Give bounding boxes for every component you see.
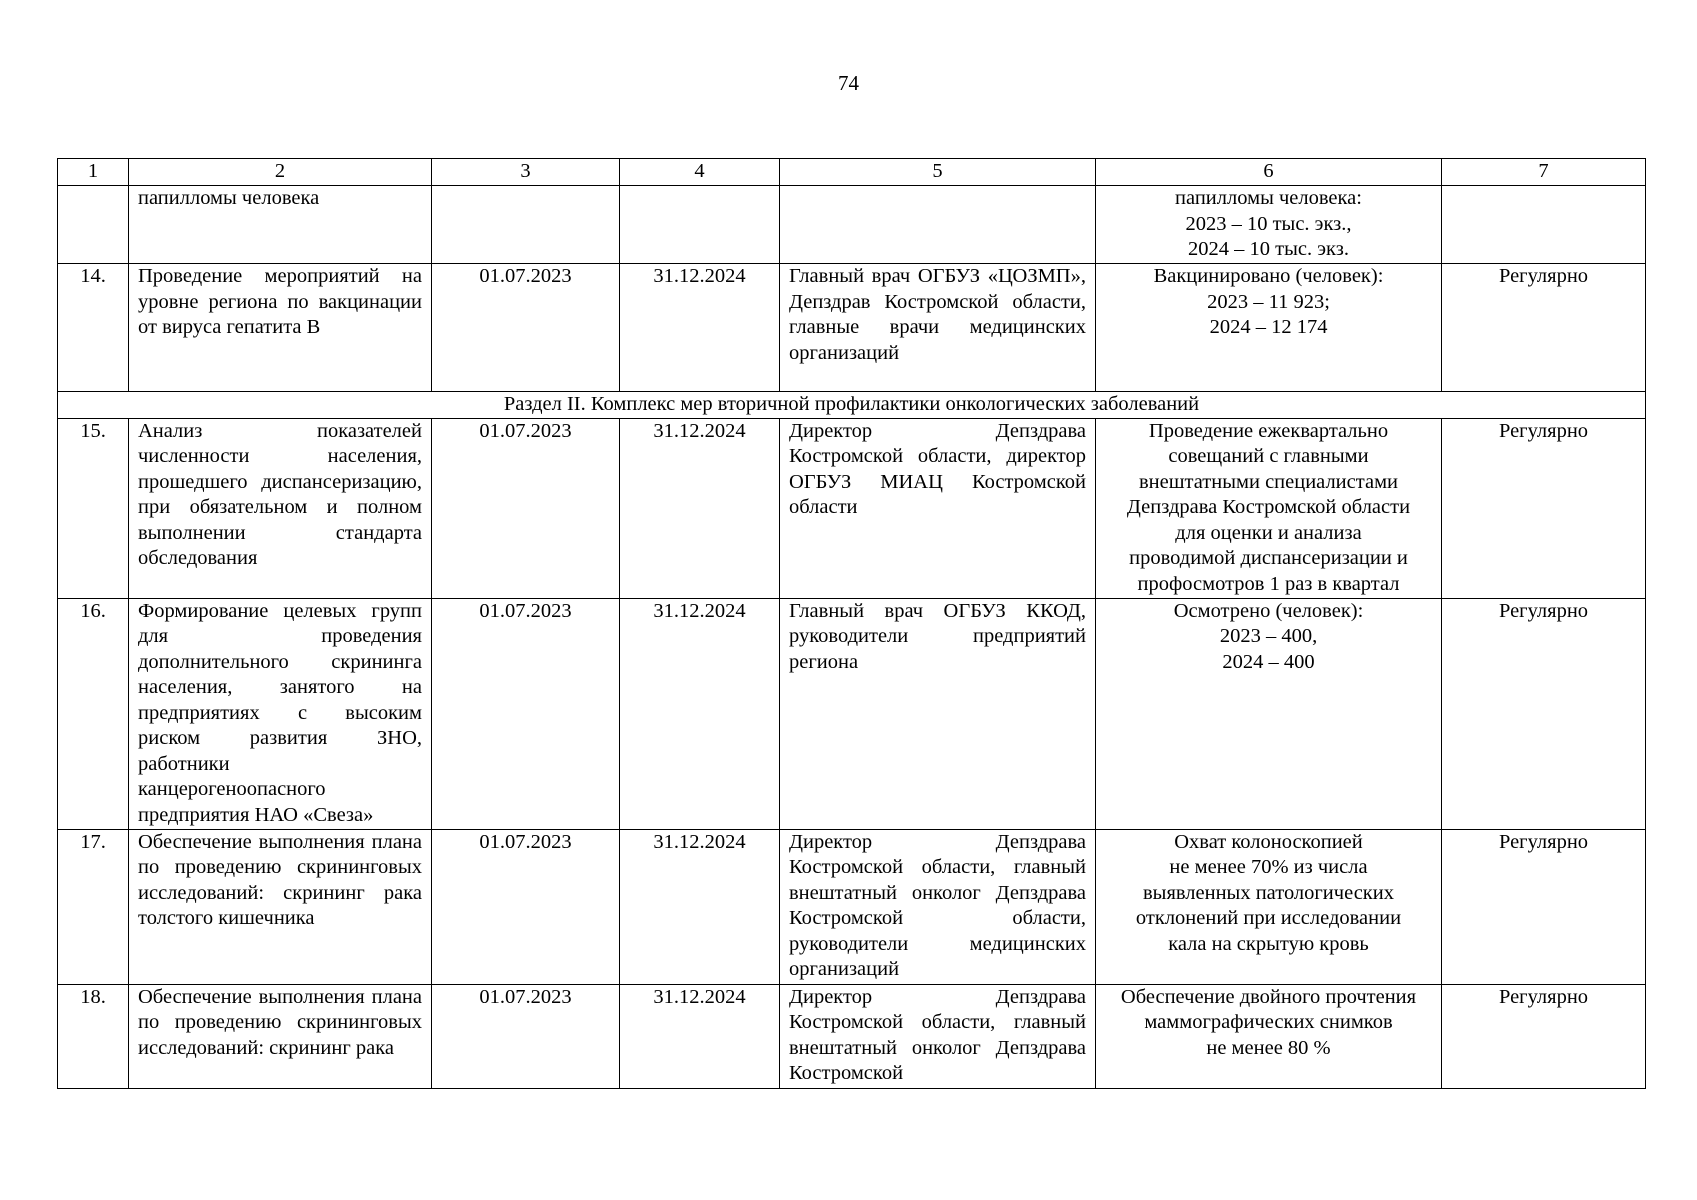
end-date-cell: 31.12.2024 (620, 984, 780, 1088)
result-line: внештатными специалистами (1138, 470, 1399, 493)
result-line: для оценки и анализа (1175, 521, 1362, 544)
responsible-cell: Директор Депздрава Костромской области, главный внештатный онколог Депздрава Костромской (780, 984, 1096, 1088)
result-line: отклонений при исследовании (1135, 907, 1402, 929)
start-date-cell: 01.07.2023 (432, 264, 620, 392)
result-line: папилломы человека: (1175, 187, 1362, 209)
start-date-cell (432, 186, 620, 264)
column-header: 6 (1096, 159, 1442, 186)
result-line: Охват колоноскопией (1174, 830, 1363, 853)
row-number: 15. (58, 418, 129, 598)
header-row (58, 159, 1646, 186)
column-header: 4 (620, 159, 780, 186)
result-line: Обеспечение двойного прочтения (1120, 985, 1417, 1008)
section-title: Раздел II. Комплекс мер вторичной профилактики онкологических заболеваний (58, 392, 1646, 419)
responsible-cell: Главный врач ОГБУЗ «ЦОЗМП», Депздрав Костромской области, главные врачи медицинских организаций (780, 264, 1096, 392)
table-row (58, 829, 1646, 984)
periodicity-cell: Регулярно (1442, 418, 1646, 598)
column-header: 1 (58, 159, 129, 186)
table-row (58, 984, 1646, 1088)
measures-table (57, 158, 1646, 1089)
column-header: 7 (1442, 159, 1646, 186)
measure-cell: Проведение мероприятий на уровне региона по вакцинации от вируса гепатита В (129, 264, 432, 392)
measure-cell: Формирование целевых групп для проведения дополнительного скрининга населения, занятого на предприятиях с высоким риском развития ЗНО, работники канцерогеноопасного предприятия НАО «Свеза» (129, 598, 432, 829)
responsible-cell (780, 186, 1096, 264)
start-date-cell: 01.07.2023 (432, 829, 620, 984)
result-line: 2023 – 10 тыс. экз., (1185, 212, 1352, 235)
result-line: Депздрава Костромской области (1126, 496, 1411, 518)
result-cell (1096, 598, 1442, 829)
end-date-cell (620, 186, 780, 264)
result-cell (1096, 264, 1442, 392)
table-row (58, 598, 1646, 829)
result-cell (1096, 984, 1442, 1088)
result-line: не менее 80 % (1206, 1036, 1331, 1059)
measure-cell: Анализ показателей численности населения, прошедшего диспансеризацию, при обязательном и полном выполнении стандарта обследования (129, 418, 432, 598)
result-line: 2024 – 12 174 (1209, 316, 1328, 338)
end-date-cell: 31.12.2024 (620, 829, 780, 984)
result-line: 2024 – 10 тыс. экз. (1188, 238, 1349, 260)
periodicity-cell: Регулярно (1442, 984, 1646, 1088)
responsible-cell: Директор Депздрава Костромской области, директор ОГБУЗ МИАЦ Костромской области (780, 418, 1096, 598)
row-number: 17. (58, 829, 129, 984)
table-row (58, 264, 1646, 392)
start-date-cell: 01.07.2023 (432, 418, 620, 598)
result-line: проводимой диспансеризации и (1129, 547, 1408, 569)
end-date-cell: 31.12.2024 (620, 598, 780, 829)
result-line: не менее 70% из числа (1169, 856, 1368, 878)
result-line: совещаний с главными (1168, 445, 1369, 467)
measure-cell: Обеспечение выполнения плана по проведению скрининговых исследований: скрининг рака толстого кишечника (129, 829, 432, 984)
result-line: Проведение ежеквартально (1148, 419, 1389, 442)
periodicity-cell: Регулярно (1442, 264, 1646, 392)
row-number: 18. (58, 984, 129, 1088)
page-number: 74 (838, 71, 859, 95)
column-header: 3 (432, 159, 620, 186)
result-line: выявленных патологических (1143, 881, 1394, 904)
result-line: 2024 – 400 (1222, 650, 1315, 673)
responsible-cell: Главный врач ОГБУЗ ККОД, руководители предприятий региона (780, 598, 1096, 829)
result-line: кала на скрытую кровь (1168, 932, 1369, 955)
end-date-cell: 31.12.2024 (620, 418, 780, 598)
result-cell (1096, 418, 1442, 598)
measure-cell: папилломы человека (129, 186, 432, 264)
section-row (58, 392, 1646, 419)
result-line: Вакцинировано (человек): (1153, 265, 1384, 287)
measure-cell: Обеспечение выполнения плана по проведению скрининговых исследований: скрининг рака (129, 984, 432, 1088)
result-line: профосмотров 1 раз в квартал (1137, 572, 1400, 595)
result-line: 2023 – 400, (1219, 625, 1318, 647)
start-date-cell: 01.07.2023 (432, 984, 620, 1088)
row-number (58, 186, 129, 264)
row-number: 14. (58, 264, 129, 392)
start-date-cell: 01.07.2023 (432, 598, 620, 829)
result-cell (1096, 829, 1442, 984)
result-line: маммографических снимков (1144, 1011, 1393, 1033)
periodicity-cell: Регулярно (1442, 829, 1646, 984)
periodicity-cell (1442, 186, 1646, 264)
row-number: 16. (58, 598, 129, 829)
result-cell (1096, 186, 1442, 264)
column-header: 5 (780, 159, 1096, 186)
table-row (58, 418, 1646, 598)
result-line: Осмотрено (человек): (1173, 599, 1364, 622)
result-line: 2023 – 11 923; (1207, 290, 1330, 313)
responsible-cell: Директор Депздрава Костромской области, главный внештатный онколог Депздрава Костромской области, руководители медицинских организаций (780, 829, 1096, 984)
column-header: 2 (129, 159, 432, 186)
end-date-cell: 31.12.2024 (620, 264, 780, 392)
table-row (58, 186, 1646, 264)
periodicity-cell: Регулярно (1442, 598, 1646, 829)
